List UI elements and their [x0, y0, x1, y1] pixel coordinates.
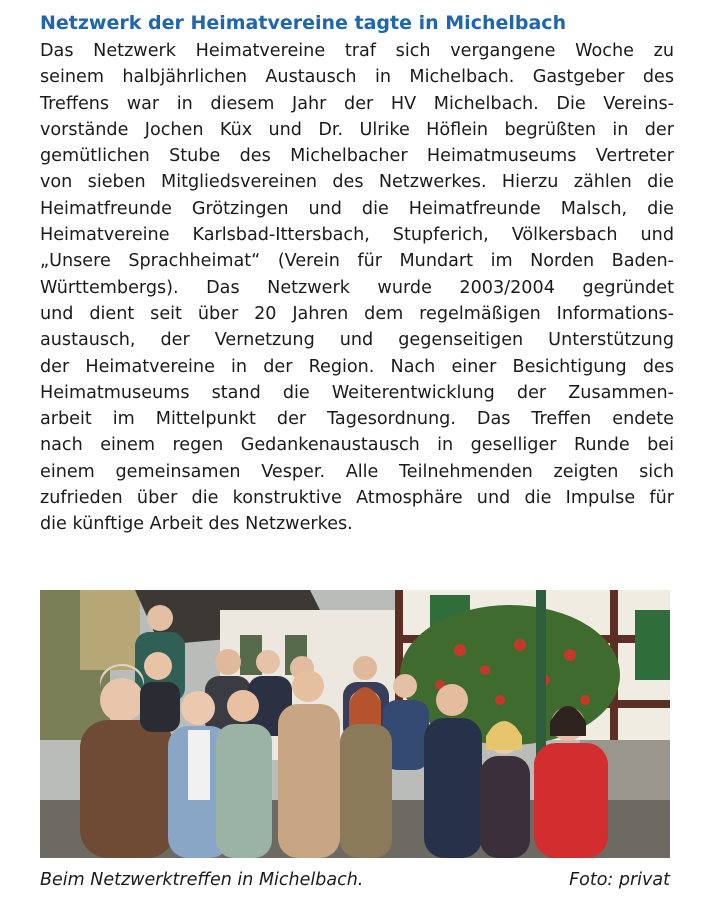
body-line: austausch, der Vernetzung und gegenseitigen Unterstützung	[40, 330, 674, 351]
body-line: der Heimatvereine in der Region. Nach einer Besichtigung des	[40, 356, 674, 377]
body-line: arbeit im Mittelpunkt der Tagesordnung. Das Treffen endete	[40, 409, 674, 430]
body-line: von sieben Mitgliedsvereinen des Netzwerkes. Hierzu zählen die	[40, 172, 674, 193]
body-line: Heimatvereine Karlsbad-Ittersbach, Stupferich, Völkersbach und	[40, 225, 674, 246]
body-line: Treffens war in diesem Jahr der HV Michelbach. Die Vereins-	[40, 93, 674, 114]
body-line: zufrieden über die konstruktive Atmosphäre und die Impulse für	[40, 488, 674, 509]
body-line: die künftige Arbeit des Netzwerkes.	[40, 514, 353, 535]
body-line: Württembergs). Das Netzwerk wurde 2003/2004 gegründet	[40, 277, 674, 298]
article	[40, 10, 674, 538]
body-line: und dient seit über 20 Jahren dem regelmäßigen Informations-	[40, 303, 674, 324]
body-line: einem gemeinsamen Vesper. Alle Teilnehmenden zeigten sich	[40, 461, 674, 482]
body-line: gemütlichen Stube des Michelbacher Heimatmuseums Vertreter	[40, 146, 674, 167]
group-photo-illustration	[40, 590, 670, 858]
article-headline: Netzwerk der Heimatvereine tagte in Michelbach	[40, 12, 567, 34]
body-line: seinem halbjährlichen Austausch in Michelbach. Gastgeber des	[40, 67, 674, 88]
photo-caption-bar	[40, 868, 670, 892]
body-line: Das Netzwerk Heimatvereine traf sich vergangene Woche zu	[40, 41, 674, 61]
body-line: vorstände Jochen Küx und Dr. Ulrike Höflein begrüßten in der	[40, 119, 674, 140]
body-line: „Unsere Sprachheimat“ (Verein für Mundart im Norden Baden-	[40, 251, 674, 272]
body-line: Heimatmuseums stand die Weiterentwicklung der Zusammen-	[40, 382, 674, 403]
photo-caption: Beim Netzwerktreffen in Michelbach.	[40, 870, 364, 890]
photo-credit: Foto: privat	[569, 870, 670, 890]
group-photo	[40, 590, 670, 858]
body-line: nach einem regen Gedankenaustausch in geselliger Runde bei	[40, 435, 674, 456]
article-body	[40, 38, 674, 538]
body-line: Heimatfreunde Grötzingen und die Heimatfreunde Malsch, die	[40, 198, 674, 219]
